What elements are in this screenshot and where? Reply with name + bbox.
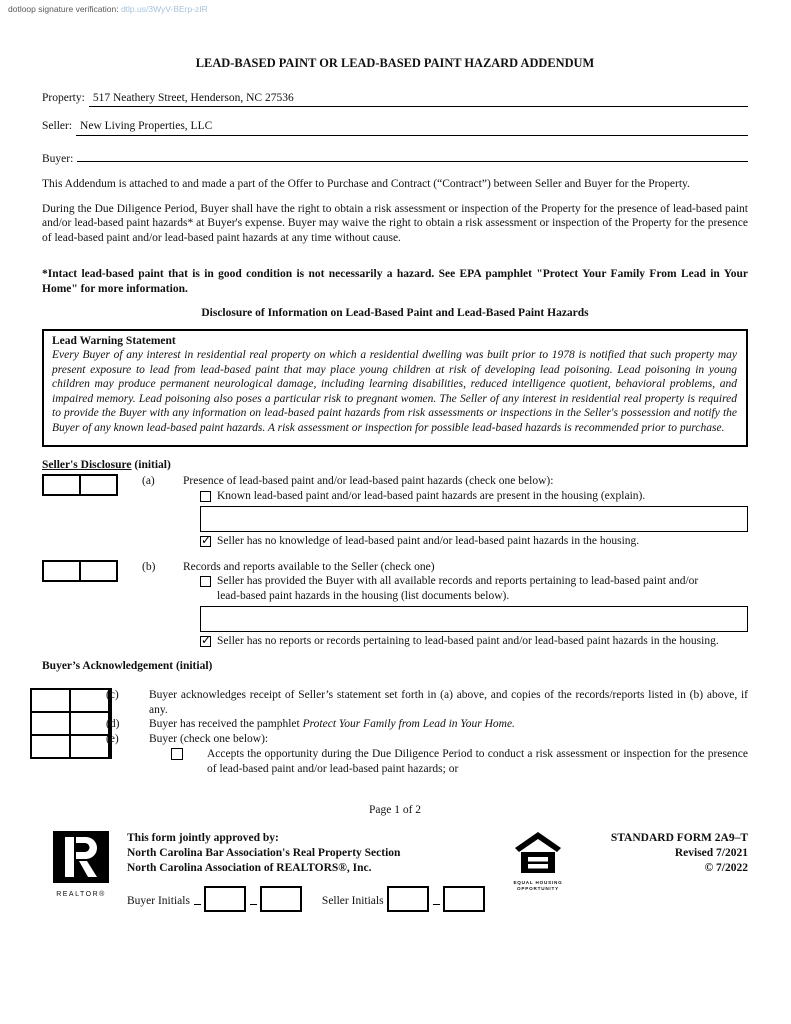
property-field[interactable]: 517 Neathery Street, Henderson, NC 27536 (89, 91, 748, 108)
seller-initial-box-a2[interactable] (81, 476, 116, 494)
eho-caption-line1: EQUAL HOUSING (513, 880, 563, 886)
addendum-intro-paragraph: This Addendum is attached to and made a part of the Offer to Purchase and Contract (“Contract”) between Seller and Buyer for the Property. (42, 178, 690, 190)
item-d-label: (d) (106, 718, 120, 731)
form-revised: Revised 7/2021 (674, 846, 748, 859)
realtor-logo-block (50, 831, 112, 903)
seller-initials-box-1[interactable] (387, 886, 429, 912)
item-b-label: (b) (142, 560, 156, 573)
buyer-initial-box-c2[interactable] (71, 690, 108, 711)
standard-form-block (583, 831, 748, 876)
form-id: STANDARD FORM 2A9–T (610, 831, 748, 844)
documents-write-in-box[interactable] (200, 606, 748, 632)
disclosure-heading: Disclosure of Information on Lead-Based Paint and Lead-Based Paint Hazards (201, 307, 589, 319)
seller-initial-boxes-b (42, 560, 118, 582)
item-e-label: (e) (106, 732, 119, 745)
item-a-intro: Presence of lead-based paint and/or lead-based paint hazards (check one below): (183, 475, 554, 488)
page-indicator: Page 1 of 2 (368, 804, 422, 817)
footer (42, 831, 748, 912)
seller-initial-box-a1[interactable] (44, 476, 79, 494)
seller-initials-label: Seller Initials (321, 895, 384, 908)
verification-bar (0, 0, 791, 14)
seller-initial-box-b2[interactable] (81, 562, 116, 580)
item-a-label: (a) (142, 475, 155, 488)
accepts-assessment-text: Accepts the opportunity during the Due Diligence Period to conduct a risk assessment or inspection for the presence of lead-based paint and/or lead-based paint hazards; or (207, 748, 748, 775)
approved-by-block (127, 831, 503, 912)
buyer-initials-label: Buyer Initials (127, 895, 190, 908)
buyer-initials-box-1[interactable] (204, 886, 246, 912)
accepts-assessment-checkbox[interactable] (171, 748, 183, 760)
equal-housing-block (503, 831, 573, 892)
item-d-text-prefix: Buyer has received the pamphlet (149, 718, 303, 731)
property-row (42, 91, 748, 108)
option-no-knowledge (200, 534, 748, 549)
intact-paint-note: *Intact lead-based paint that is in good condition is not necessarily a hazard. See EPA pamphlet "Protect Your Family From Lead in Your Home" for more information. (42, 268, 748, 295)
initial-tick (250, 893, 257, 905)
item-b-intro: Records and reports available to the Seller (check one) (183, 560, 435, 573)
item-d-text (149, 717, 748, 732)
property-label: Property: (42, 91, 85, 104)
sellers-disclosure-heading (42, 458, 748, 473)
pamphlet-title: Protect Your Family from Lead in Your Home. (302, 718, 515, 731)
item-c-label: (c) (106, 689, 119, 702)
option-accepts-assessment (149, 747, 748, 776)
no-reports-checkbox[interactable] (200, 636, 211, 647)
initial-tick (433, 893, 440, 905)
page-title: LEAD-BASED PAINT OR LEAD-BASED PAINT HAZARD ADDENDUM (195, 56, 595, 70)
disclosure-item-a (42, 474, 748, 549)
verification-label: dotloop signature verification: (8, 4, 119, 14)
realtor-logo-caption: REALTOR® (56, 891, 106, 899)
records-provided-checkbox[interactable] (200, 576, 211, 587)
seller-initial-boxes-a (42, 474, 118, 496)
seller-label: Seller: (42, 120, 73, 132)
acknowledgement-item-d (106, 717, 748, 732)
lead-warning-box (42, 329, 748, 447)
buyer-initial-box-d1[interactable] (32, 713, 69, 734)
records-provided-text: Seller has provided the Buyer with all available records and reports pertaining to lead-based paint and/or lead-based paint hazards in the housing (list documents below). (217, 575, 699, 602)
lead-warning-body: Every Buyer of any interest in residential real property on which a residential dwelling was built prior to 1978 is notified that such property may present exposure to lead from lead-based paint that may place young children at risk of developing lead poisoning. Lead poisoning in young children may produce permanent neurological damage, including learning disabilities, reduced intelligence quotient, behavioral problems, and impaired memory. Lead poisoning also poses a particular risk to pregnant women. The Seller of any interest in residential real property is required to provide the Buyer with any information on lead-based paint hazards from risk assessments or inspections in the Seller's possession and notify the Buyer of any known lead-based paint hazards. A risk assessment or inspection for possible lead-based hazards is recommended prior to purchase. (52, 349, 737, 434)
option-records-provided (200, 574, 720, 603)
item-c-text: Buyer acknowledges receipt of Seller’s statement set forth in (a) above, and copies of the records/reports listed in (b) above, if any. (149, 689, 748, 716)
option-no-reports (200, 634, 740, 649)
buyer-initial-box-d2[interactable] (71, 713, 108, 734)
due-diligence-paragraph: During the Due Diligence Period, Buyer shall have the right to obtain a risk assessment or inspection of the Property for the presence of lead-based paint and/or lead-based paint hazards* at Buyer's expense. Buyer may waive the right to obtain a risk assessment or inspection of the Property for the presence of lead-based paint and/or lead-based paint hazards at any time without cause. (42, 202, 748, 244)
buyer-initial-box-e2[interactable] (71, 736, 108, 757)
sellers-disclosure-heading-underlined: Seller's Disclosure (42, 458, 132, 471)
seller-row (42, 119, 748, 136)
sellers-disclosure-heading-rest: (initial) (131, 458, 171, 471)
form-copyright: © 7/2022 (704, 861, 748, 874)
realtor-logo-icon (53, 831, 109, 883)
seller-initials-box-2[interactable] (443, 886, 485, 912)
disclosure-item-b (42, 560, 748, 649)
no-knowledge-checkbox[interactable] (200, 536, 211, 547)
seller-field[interactable]: New Living Properties, LLC (76, 119, 748, 136)
buyers-acknowledgement-heading: Buyer’s Acknowledgement (initial) (42, 659, 213, 672)
buyer-row (42, 148, 748, 167)
eho-caption-line2: OPPORTUNITY (517, 885, 559, 891)
equal-housing-icon (513, 831, 563, 875)
approved-by-line1: This form jointly approved by: (127, 831, 279, 844)
no-knowledge-text: Seller has no knowledge of lead-based paint and/or lead-based paint hazards in the housing. (217, 535, 640, 548)
known-hazards-text: Known lead-based paint and/or lead-based paint hazards are present in the housing (explain). (217, 489, 646, 502)
verification-link[interactable]: dtlp.us/3WyV-BErp-zIR (120, 4, 208, 14)
item-e-intro: Buyer (check one below): (149, 732, 269, 745)
buyer-initial-box-e1[interactable] (32, 736, 69, 757)
buyer-initial-grid (30, 688, 112, 759)
initial-tick (194, 893, 201, 905)
initials-row (127, 886, 503, 912)
approved-by-line3: North Carolina Association of REALTORS®, Inc. (127, 861, 372, 874)
lead-warning-heading: Lead Warning Statement (52, 334, 176, 347)
approved-by-line2: North Carolina Bar Association's Real Property Section (127, 846, 401, 859)
buyer-initials-box-2[interactable] (260, 886, 302, 912)
acknowledgement-item-c (106, 688, 748, 717)
option-known-hazards (200, 489, 748, 504)
buyer-label: Buyer: (42, 152, 74, 165)
buyer-initial-box-c1[interactable] (32, 690, 69, 711)
acknowledgement-item-e (106, 732, 748, 747)
known-hazards-checkbox[interactable] (200, 491, 211, 502)
buyer-field[interactable] (77, 148, 748, 162)
no-reports-text: Seller has no reports or records pertaining to lead-based paint and/or lead-based paint hazards in the housing. (217, 635, 719, 648)
buyers-acknowledgement-section (42, 688, 748, 776)
seller-initial-box-b1[interactable] (44, 562, 79, 580)
explain-write-in-box[interactable] (200, 506, 748, 532)
